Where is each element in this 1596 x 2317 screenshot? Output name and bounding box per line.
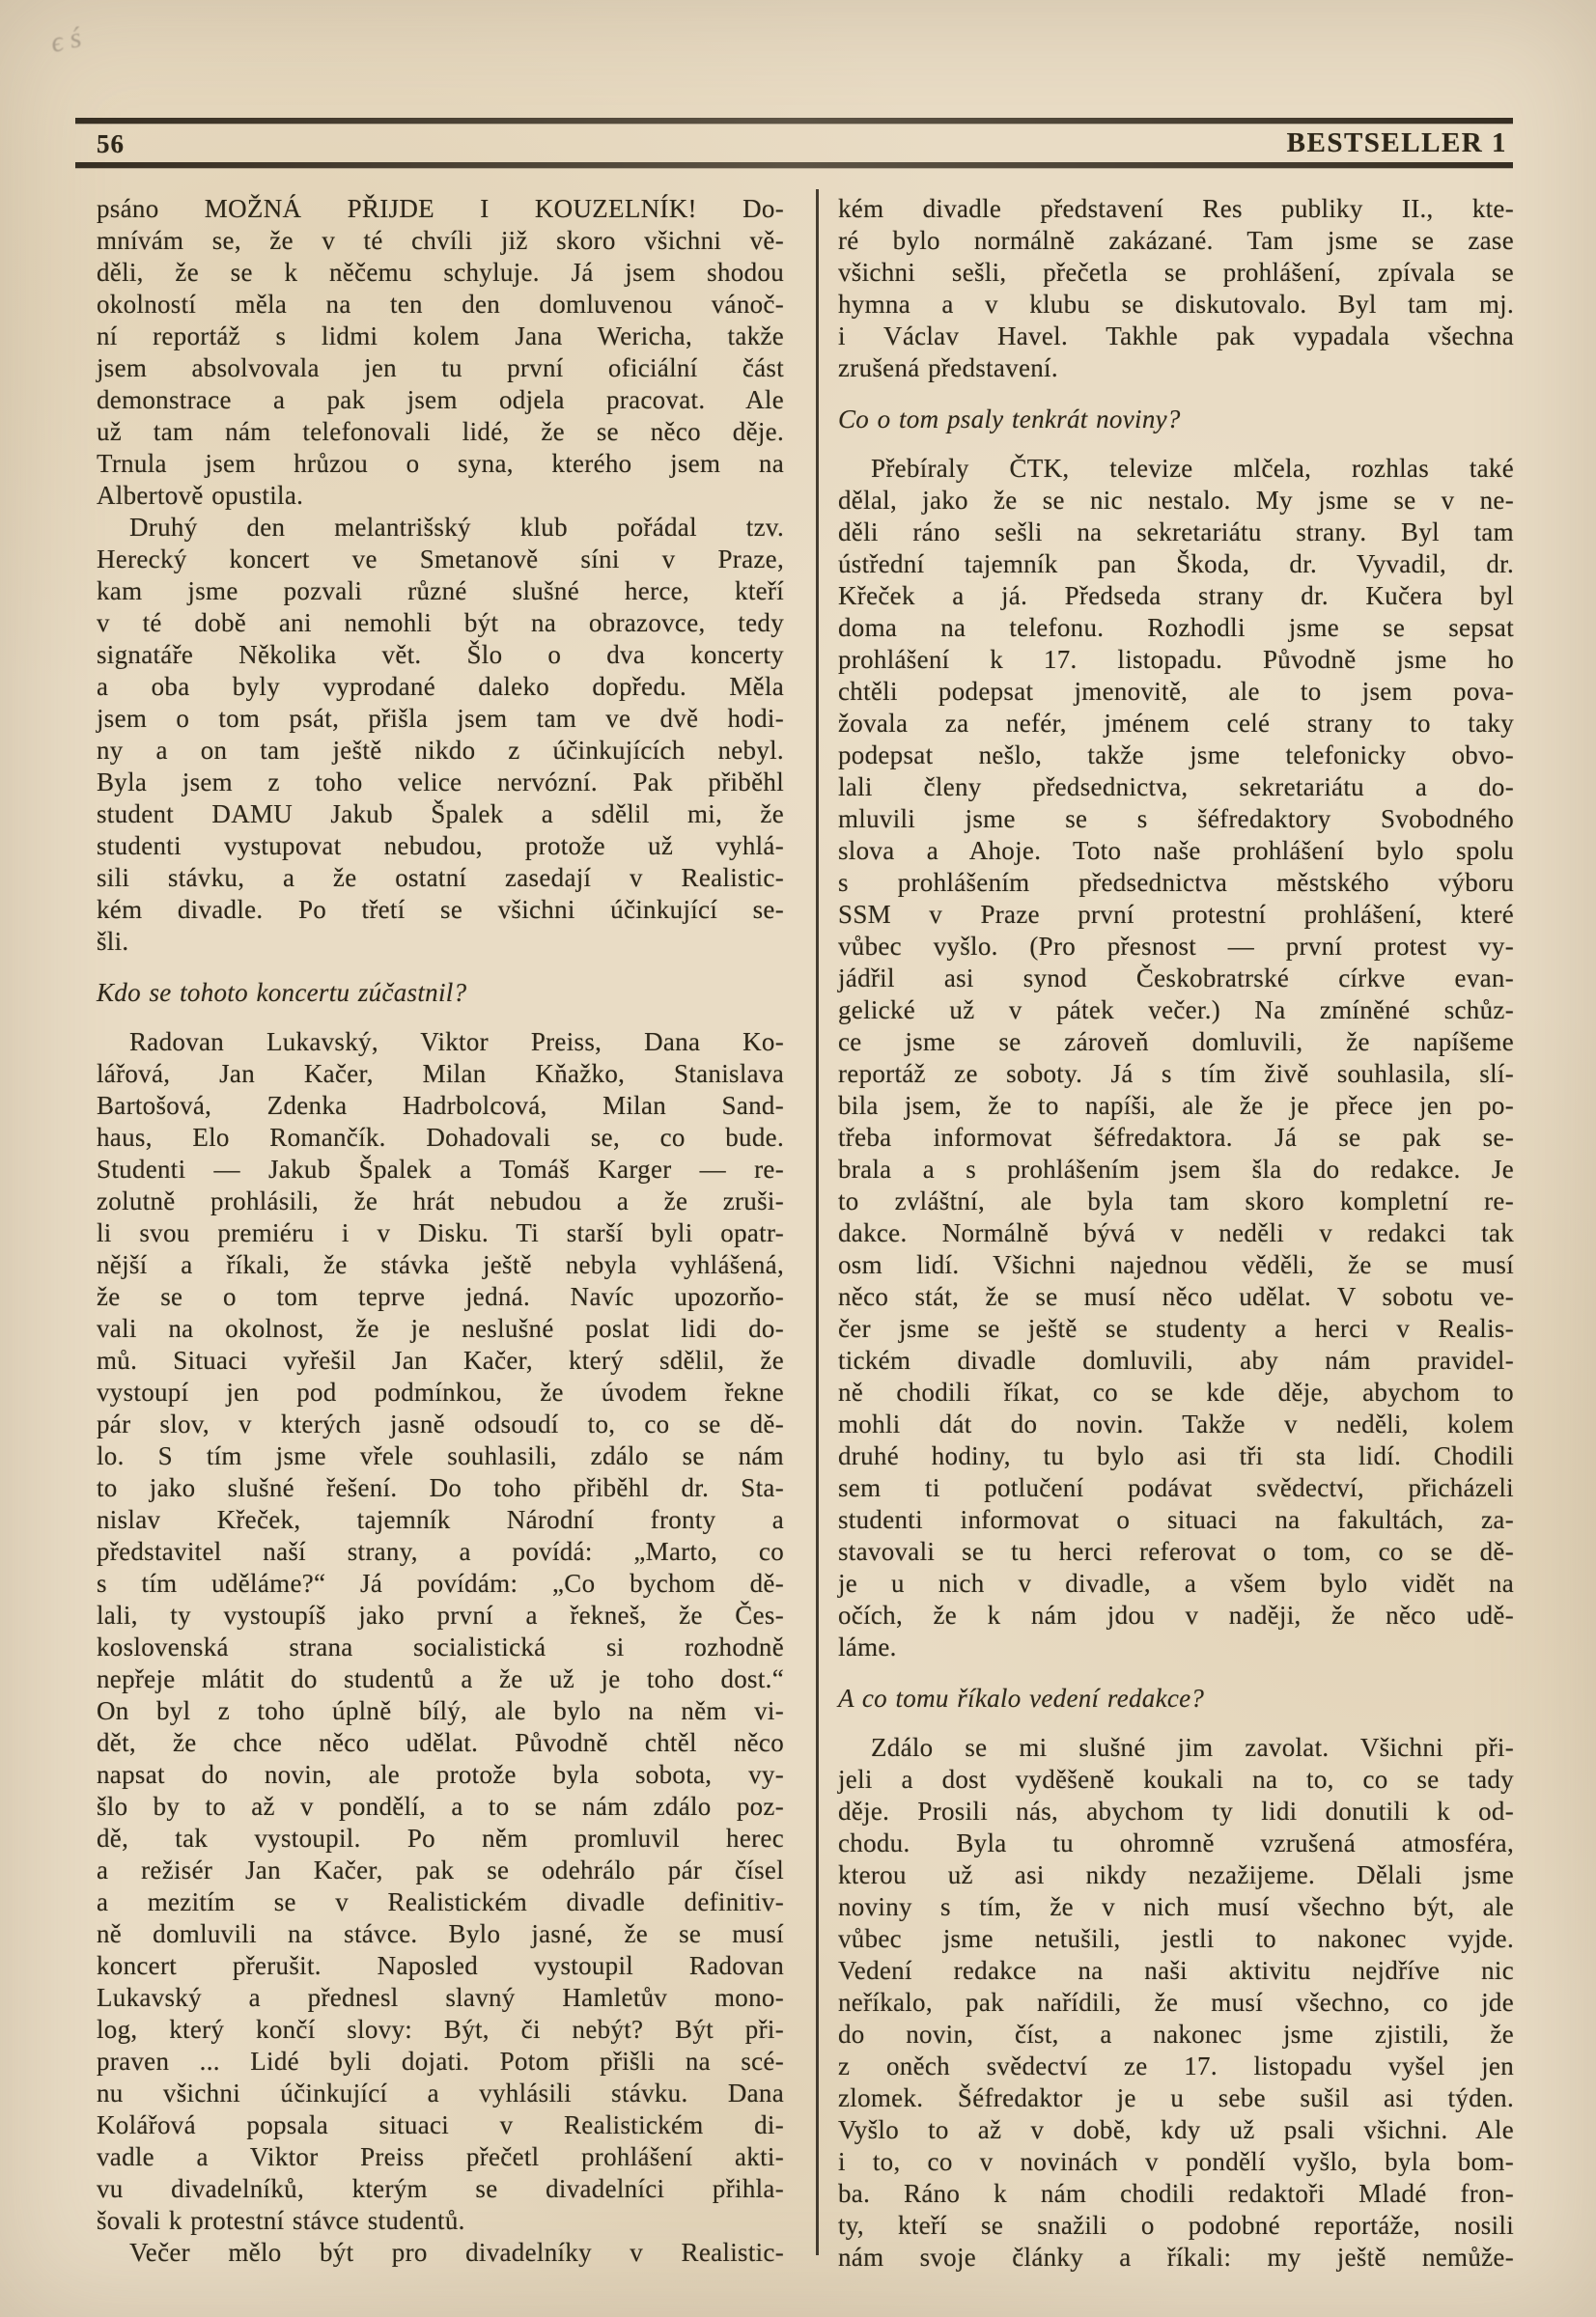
paragraph xyxy=(838,453,1514,1663)
text-line: Přebíraly ČTK, televize mlčela, rozhlas také xyxy=(871,454,1514,483)
text-line: ně chodili říkat, co se kde děje, abychom to xyxy=(838,1378,1514,1407)
text-line: On byl z toho úplně bílý, ale bylo na něm vi- xyxy=(97,1696,784,1725)
text-line: ny a on tam ještě nikdo z účinkujících nebyl. xyxy=(97,736,784,765)
text-line: vadle a Viktor Preiss přečetl prohlášení akti- xyxy=(97,2142,784,2171)
text-line: hymna a v klubu se diskutovalo. Byl tam mj. xyxy=(838,290,1514,319)
text-line: studenti informovat o situaci na fakultách, za- xyxy=(838,1505,1514,1534)
text-line: a režisér Jan Kačer, pak se odehrálo pár čísel xyxy=(97,1856,784,1884)
text-line: a mezitím se v Realistickém divadle definitiv- xyxy=(97,1887,784,1916)
interview-question xyxy=(97,977,784,1009)
text-line: děje. Prosili nás, abychom ty lidi donutili k od- xyxy=(838,1797,1514,1826)
text-line: studenti vystupovat nebudou, protože už vyhlá- xyxy=(97,831,784,860)
text-line: jádřil asi synod Českobratrské církve evan- xyxy=(838,963,1514,992)
text-line: noviny s tím, že v nich musí všechno být, ale xyxy=(838,1892,1514,1921)
text-line: sem ti potlučení podávat svědectví, přicházeli xyxy=(838,1473,1514,1502)
column-left xyxy=(97,193,784,2269)
text-line: prohlášení k 17. listopadu. Původně jsme ho xyxy=(838,645,1514,674)
text-line: kam jsme pozvali různé slušné herce, kteří xyxy=(97,576,784,605)
text-line: lali členy předsednictva, sekretariátu a do- xyxy=(838,772,1514,801)
page-number: 56 xyxy=(97,129,125,158)
text-line: Kdo se tohoto koncertu zúčastnil? xyxy=(97,978,467,1007)
interview-question xyxy=(838,404,1514,435)
text-line: vystoupí jen pod podmínkou, že úvodem řekne xyxy=(97,1378,784,1407)
text-line: nější a říkali, že stávka ještě nebyla vyhlášená, xyxy=(97,1250,784,1279)
text-line: šlo by to až v pondělí, a to se nám zdálo poz- xyxy=(97,1792,784,1821)
text-line: sili stávku, a že ostatní zasedají v Realistic- xyxy=(97,863,784,892)
text-line: Bartošová, Zdenka Hadrbolcová, Milan Sand- xyxy=(97,1091,784,1120)
text-line: Druhý den melantrišský klub pořádal tzv. xyxy=(129,513,784,542)
text-line: mů. Situaci vyřešil Jan Kačer, který sdělil, že xyxy=(97,1346,784,1375)
paragraph xyxy=(97,512,784,958)
text-line: lářová, Jan Kačer, Milan Kňažko, Stanislava xyxy=(97,1059,784,1088)
text-line: chodu. Byla tu ohromně vzrušená atmosféra, xyxy=(838,1828,1514,1857)
text-line: ústřední tajemník pan Škoda, dr. Vyvadil, dr. xyxy=(838,549,1514,578)
text-line: demonstrace a pak jsem odjela pracovat. Ale xyxy=(97,385,784,414)
paragraph xyxy=(97,2237,784,2269)
text-line: Studenti — Jakub Špalek a Tomáš Karger — re- xyxy=(97,1155,784,1184)
text-line: do novin, číst, a nakonec jsme zjistili, že xyxy=(838,2020,1514,2049)
text-line: Co o tom psaly tenkrát noviny? xyxy=(838,405,1181,433)
text-line: Herecký koncert ve Smetanově síni v Praze, xyxy=(97,544,784,573)
text-line: i to, co v novinách v pondělí vyšlo, byla bom- xyxy=(838,2147,1514,2176)
text-line: už tam nám telefonovali lidé, že se něco děje. xyxy=(97,417,784,446)
text-line: vu divadelníků, kterým se divadelníci přihla- xyxy=(97,2174,784,2203)
text-line: lo. S tím jsme vřele souhlasili, zdálo se nám xyxy=(97,1441,784,1470)
text-line: koncert přerušit. Naposled vystoupil Radovan xyxy=(97,1951,784,1980)
text-line: Byla jsem z toho velice nervózní. Pak přiběhl xyxy=(97,768,784,796)
text-line: ně domluvili na stávce. Bylo jasné, že se musí xyxy=(97,1919,784,1948)
text-line: dět, že chce něco udělat. Původně chtěl něco xyxy=(97,1728,784,1757)
text-line: zlomek. Šéfredaktor je u sebe sušil asi týden. xyxy=(838,2083,1514,2112)
text-line: děli ráno sešli na sekretariátu strany. Byl tam xyxy=(838,517,1514,546)
text-line: mohli dát do novin. Takže v neděli, kolem xyxy=(838,1410,1514,1438)
text-line: ce jsme se zároveň domluvili, že napíšeme xyxy=(838,1027,1514,1056)
text-line: Lukavský a přednesl slavný Hamletův mono- xyxy=(97,1983,784,2012)
text-line: dakce. Normálně bývá v neděli v redakci tak xyxy=(838,1218,1514,1247)
text-line: nu všichni účinkující a vyhlásili stávku. Dana xyxy=(97,2079,784,2108)
text-line: mluvili jsme se s šéfredaktory Svobodného xyxy=(838,804,1514,833)
text-line: nislav Křeček, tajemník Národní fronty a xyxy=(97,1505,784,1534)
text-line: šli. xyxy=(97,927,129,956)
text-line: vůbec jsme netušili, jestli to nakonec vyjde. xyxy=(838,1924,1514,1953)
text-line: Křeček a já. Předseda strany dr. Kučera byl xyxy=(838,581,1514,610)
pencil-mark: ϵ ś xyxy=(47,21,84,59)
text-line: podepsat nešlo, takže jsme telefonicky obvo- xyxy=(838,740,1514,769)
text-line: doma na telefonu. Rozhodli jsme se sepsat xyxy=(838,613,1514,642)
text-line: s prohlášením předsednictva městského výboru xyxy=(838,868,1514,897)
text-line: je u nich v divadle, a všem bylo vidět na xyxy=(838,1569,1514,1598)
text-line: ba. Ráno k nám chodili redaktoři Mladé fron- xyxy=(838,2179,1514,2208)
text-line: lali, ty vystoupíš jako první a řekneš, že Čes- xyxy=(97,1601,784,1630)
text-line: chtěli podepsat jmenovitě, ale to jsem pova- xyxy=(838,677,1514,706)
text-line: jsem absolvovala jen tu první oficiální část xyxy=(97,353,784,382)
column-divider-rule xyxy=(816,189,819,2255)
text-line: v té době ani nemohli být na obrazovce, tedy xyxy=(97,608,784,637)
interview-question xyxy=(838,1683,1514,1715)
header-rule-top xyxy=(75,118,1513,124)
text-line: kterou už asi nikdy nezažijeme. Dělali jsme xyxy=(838,1860,1514,1889)
header-rule-bottom xyxy=(75,162,1513,168)
text-line: mnívám se, že v té chvíli již skoro všichni vě- xyxy=(97,226,784,255)
text-line: z oněch svědectví ze 17. listopadu vyšel jen xyxy=(838,2052,1514,2080)
text-line: osm lidí. Všichni najednou věděli, že se musí xyxy=(838,1250,1514,1279)
text-line: kém divadle. Po třetí se všichni účinkující se- xyxy=(97,895,784,924)
text-line: to zvláštní, ale byla tam skoro kompletní re- xyxy=(838,1186,1514,1215)
text-line: student DAMU Jakub Špalek a sdělil mi, že xyxy=(97,799,784,828)
text-line: okolností měla na ten den domluvenou vánoč- xyxy=(97,290,784,319)
text-line: ty, kteří se snažili o podobné reportáže, nosili xyxy=(838,2211,1514,2240)
paragraph xyxy=(838,1732,1514,2274)
text-line: li svou premiéru i v Disku. Ti starší byli opatr- xyxy=(97,1218,784,1247)
text-line: Zdálo se mi slušné jim zavolat. Všichni při- xyxy=(871,1733,1514,1762)
text-line: Kolářová popsala situaci v Realistickém di- xyxy=(97,2110,784,2139)
text-line: stavovali se tu herci referovat o tom, co se dě- xyxy=(838,1537,1514,1566)
text-line: druhé hodiny, tu bylo asi tři sta lidí. Chodili xyxy=(838,1441,1514,1470)
text-line: A co tomu říkalo vedení redakce? xyxy=(838,1684,1205,1713)
text-line: to jako slušné řešení. Do toho přiběhl dr. Sta- xyxy=(97,1473,784,1502)
text-line: neříkalo, pak nařídili, že musí všechno, co jde xyxy=(838,1988,1514,2017)
text-line: vali na okolnost, že je neslušné poslat lidi do- xyxy=(97,1314,784,1343)
text-line: SSM v Praze první protestní prohlášení, které xyxy=(838,900,1514,929)
text-line: očích, že k nám jdou v naději, že něco udě- xyxy=(838,1601,1514,1630)
text-line: zrušená představení. xyxy=(838,353,1058,382)
text-line: praven ... Lidé byli dojati. Potom přišli na scé- xyxy=(97,2047,784,2076)
text-line: Vyšlo to až v době, kdy už psali všichni. Ale xyxy=(838,2115,1514,2144)
text-line: ré bylo normálně zakázané. Tam jsme se zase xyxy=(838,226,1514,255)
paragraph xyxy=(838,193,1514,384)
text-line: všichni sešli, přečetla se prohlášení, zpívala se xyxy=(838,258,1514,287)
text-line: a oba byly vyprodané daleko dopředu. Měla xyxy=(97,672,784,701)
text-line: slova a Ahoje. Toto naše prohlášení bylo spolu xyxy=(838,836,1514,865)
text-line: šovali k protestní stávce studentů. xyxy=(97,2206,465,2235)
text-line: nám svoje články a říkali: my ještě nemůže- xyxy=(838,2243,1514,2272)
text-line: že se o tom teprve jedná. Navíc upozorňo- xyxy=(97,1282,784,1311)
text-line: s tím uděláme?“ Já povídám: „Co bychom dě- xyxy=(97,1569,784,1598)
text-line: tickém divadle domluvili, aby nám pravidel- xyxy=(838,1346,1514,1375)
text-line: děli, že se k něčemu schyluje. Já jsem shodou xyxy=(97,258,784,287)
text-line: Trnula jsem hrůzou o syna, kterého jsem na xyxy=(97,449,784,478)
text-line: Radovan Lukavský, Viktor Preiss, Dana Ko- xyxy=(129,1027,784,1056)
text-line: reportáž ze soboty. Já s tím živě souhlasila, slí- xyxy=(838,1059,1514,1088)
text-line: pár slov, v kterých jasně odsoudí to, co se dě- xyxy=(97,1410,784,1438)
text-line: žovala za nefér, jménem celé strany to taky xyxy=(838,709,1514,738)
text-line: log, který končí slovy: Být, či nebýt? Být při- xyxy=(97,2015,784,2044)
text-line: láme. xyxy=(838,1633,897,1661)
text-line: psáno MOŽNÁ PŘIJDE I KOUZELNÍK! Do- xyxy=(97,194,784,223)
text-line: jsem o tom psát, přišla jsem tam ve dvě hodi- xyxy=(97,704,784,733)
text-line: dělal, jako že se nic nestalo. My jsme se v ne- xyxy=(838,486,1514,515)
paragraph xyxy=(97,193,784,512)
text-line: signatáře Několika vět. Šlo o dva koncerty xyxy=(97,640,784,669)
text-line: bila jsem, že to napíši, ale že je přece jen po- xyxy=(838,1091,1514,1120)
text-line: dě, tak vystoupil. Po něm promluvil herec xyxy=(97,1824,784,1853)
text-line: haus, Elo Romančík. Dohadovali se, co bude. xyxy=(97,1123,784,1152)
text-line: Vedení redakce na naši aktivitu nejdříve nic xyxy=(838,1956,1514,1985)
text-line: něco stát, že se musí něco udělat. V sobotu ve- xyxy=(838,1282,1514,1311)
text-line: čer jsme se ještě se studenty a herci v Realis- xyxy=(838,1314,1514,1343)
text-line: brala a s prohlášením jsem šla do redakce. Je xyxy=(838,1155,1514,1184)
text-line: gelické už v pátek večer.) Na zmíněné schůz- xyxy=(838,995,1514,1024)
text-line: napsat do novin, ale protože byla sobota, vy- xyxy=(97,1760,784,1789)
text-line: kém divadle představení Res publiky II., kte- xyxy=(838,194,1514,223)
paragraph xyxy=(97,1026,784,2237)
column-right xyxy=(838,193,1514,2274)
text-line: představitel naší strany, a povídá: „Marto, co xyxy=(97,1537,784,1566)
text-line: vůbec vyšlo. (Pro přesnost — první protest vy- xyxy=(838,932,1514,961)
text-line: Albertově opustila. xyxy=(97,481,304,510)
text-line: nepřeje mlátit do studentů a že už je toho dost.“ xyxy=(97,1664,784,1693)
text-line: i Václav Havel. Takhle pak vypadala všechna xyxy=(838,321,1514,350)
journal-title: BESTSELLER 1 xyxy=(1286,127,1507,158)
text-line: třeba informovat šéfredaktora. Já se pak se- xyxy=(838,1123,1514,1152)
text-line: Večer mělo být pro divadelníky v Realistic- xyxy=(129,2238,784,2267)
text-line: ní reportáž s lidmi kolem Jana Wericha, takže xyxy=(97,321,784,350)
text-line: zolutně prohlásili, že hrát nebudou a že zruši- xyxy=(97,1186,784,1215)
text-line: jeli a dost vyděšeně koukali na to, co se tady xyxy=(838,1765,1514,1794)
text-line: koslovenská strana socialistická si rozhodně xyxy=(97,1633,784,1661)
